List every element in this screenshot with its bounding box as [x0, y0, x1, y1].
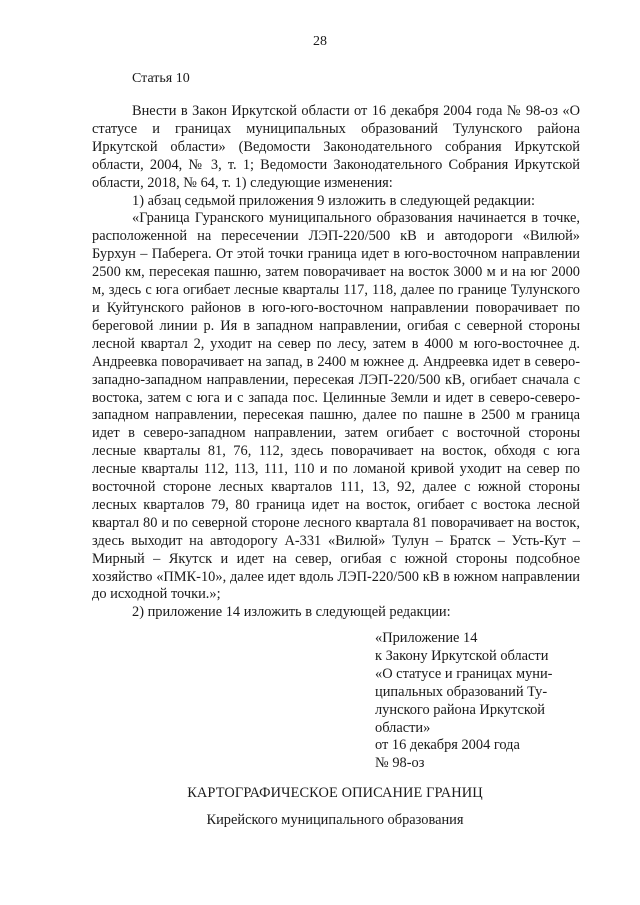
amendment-item-2: 2) приложение 14 изложить в следующей редакции: [132, 604, 451, 621]
intro-paragraph: Внести в Закон Иркутской области от 16 декабря 2004 года № 98-оз «О статусе и границах муниципальных образований Тулунского района Иркутской области» (Ведомости Законодательного собрания Иркутской области, 2004, № 3, т. 1; Ведомости Законодательного Собрания Иркутской области, 2018, № 64, т. 1) следующие изменения: [92, 103, 580, 191]
appendix-line: от 16 декабря 2004 года [375, 737, 520, 754]
amendment-item-1: 1) абзац седьмой приложения 9 изложить в следующей редакции: [132, 192, 535, 209]
appendix-line: «Приложение 14 [375, 630, 478, 646]
appendix-line: к Закону Иркутской области [375, 647, 549, 664]
page-number: 28 [313, 34, 327, 49]
appendix-line: ципальных образований Ту- [375, 683, 548, 700]
appendix-line: № 98-оз [375, 755, 425, 772]
section-title: КАРТОГРАФИЧЕСКОЕ ОПИСАНИЕ ГРАНИЦ [187, 785, 483, 801]
quoted-boundary-description: «Граница Гуранского муниципального образования начинается в точке, расположенной на пересечении ЛЭП-220/500 кВ и автодороги «Вилюй» Бурхун – Паберега. От этой точки граница идет в юго-восточном направлении 2500 км, пересекая пашню, затем поворачивает на восток 3000 м и на юг 2000 м, здесь с юга огибает лесные кварталы 117, 118, далее по границе Тулунского и Куйтунского районов в юго-юго-восточном направлении поворачивает по береговой линии р. Ия в западном направлении, огибая с северной стороны лесной квартал 2, уходит на север по лесу, затем в 4000 м юго-восточнее д. Андреевка поворачивает на запад, в 2400 м южнее д. Андреевка идет в северо-западно-западном направлении, пересекая ЛЭП-220/500 кВ, огибает сначала с востока, затем с юга и с запада пос. Целинные Земли и идет в северо-северо-западном направлении, пересекая пашню, далее по пашне в 2500 м граница идет в северо-западном направлении, затем огибает с восточной стороны лесные кварталы 81, 76, 112, здесь поворачивает на восток, обходя с юга лесные кварталы 112, 113, 111, 110 и по ломаной кривой уходит на север по восточной стороне лесных кварталов 111, 13, 92, далее с южной стороны лесных кварталов 79, 80 граница идет на восток, огибает с востока лесной квартал 80 и по северной стороне лесного квартала 81 поворачивает на восток, здесь выходит на автодорогу А-331 «Вилюй» Тулун – Братск – Усть-Кут – Мирный – Якутск и идет на север, огибая с южной стороны подсобное хозяйство «ПМК-10», далее идет вдоль ЛЭП-220/500 кВ в южном направлении до исходной точки.»; [92, 210, 580, 603]
appendix-line: лунского района Иркутской [375, 701, 546, 718]
section-subtitle: Кирейского муниципального образования [206, 812, 464, 828]
appendix-line: области» [375, 719, 431, 736]
document-body [92, 103, 580, 622]
article-title: Статья 10 [132, 71, 190, 86]
appendix-line: «О статусе и границах муни- [375, 665, 553, 682]
appendix-header [375, 630, 580, 773]
